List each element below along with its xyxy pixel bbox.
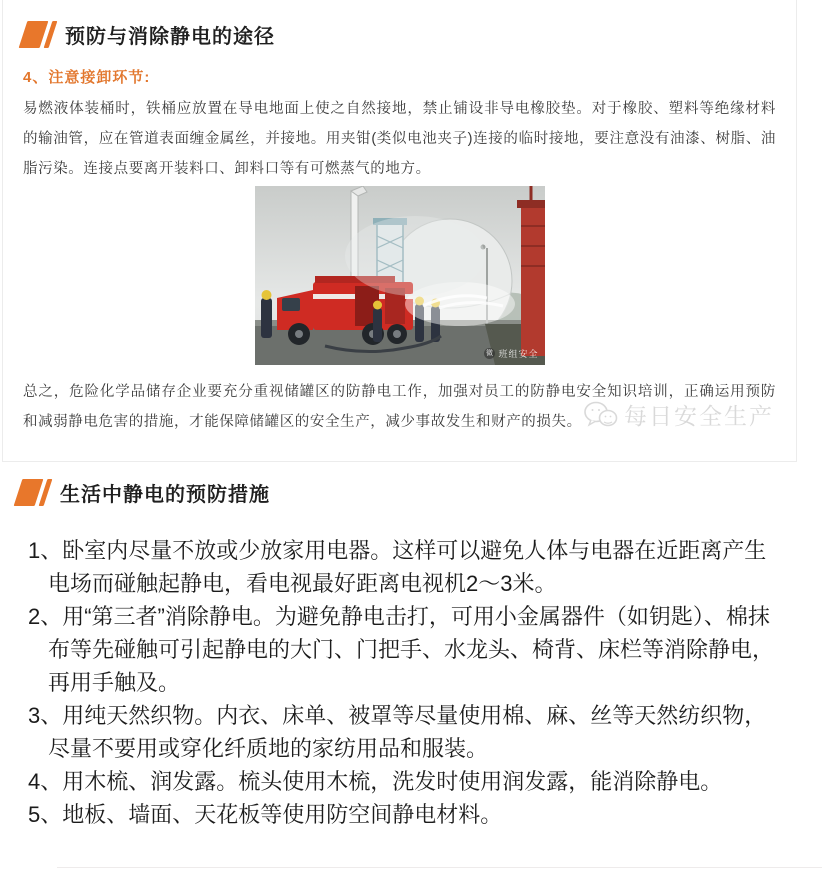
orange-slash-icon [23, 21, 53, 48]
article-card-prevention [2, 0, 797, 462]
list-item: 3、用纯天然织物。内衣、床单、被罩等尽量使用棉、麻、丝等天然纺织物，尽量不要用或穿化纤质地的家纺用品和服装。 [28, 703, 767, 761]
section1-title: 预防与消除静电的途径 [65, 26, 275, 48]
photo-watermark [484, 347, 538, 360]
prevention-list [0, 534, 822, 831]
section1-paragraph-2: 总之，危险化学品储存企业要充分重视储罐区的防静电工作，加强对员工的防静电安全知识培训，正确运用预防和减弱静电危害的措施，才能保障储罐区的安全生产，减少事故发生和财产的损失。 [23, 384, 776, 430]
fire-drill-photo [255, 186, 545, 365]
section2-header [0, 478, 822, 507]
photo-watermark-text: 班组安全 [498, 349, 539, 359]
list-item: 1、卧室内尽量不放或少放家用电器。这样可以避免人体与电器在近距离产生电场而碰触起静电，看电视最好距离电视机2～3米。 [28, 538, 767, 596]
fire-drill-illustration [255, 186, 545, 365]
photo-watermark-logo-icon: 微 [485, 350, 494, 357]
list-item: 4、用木梳、润发露。梳头使用木梳，洗发时使用润发露，能消除静电。 [28, 769, 723, 794]
section1-paragraph-1: 易燃液体装桶时，铁桶应放置在导电地面上使之自然接地，禁止铺设非导电橡胶垫。对于橡胶、塑料等绝缘材料的输油管，应在管道表面缠金属丝，并接地。用夹钳(类似电池夹子)连接的临时接地，要注意没有油漆、树脂、油脂污染。连接点要离开装料口、卸料口等有可燃蒸气的地方。 [23, 101, 776, 177]
section2-title: 生活中静电的预防措施 [60, 484, 270, 506]
list-item: 2、用“第三者”消除静电。为避免静电击打，可用小金属器件（如钥匙）、棉抹布等先碰触可引起静电的大门、门把手、水龙头、椅背、床栏等消除静电，再用手触及。 [28, 604, 775, 695]
section-life-prevention [0, 478, 822, 831]
brand-watermark [584, 398, 774, 431]
section1-header [23, 0, 776, 49]
orange-slash-icon [18, 479, 48, 506]
list-item: 5、地板、墙面、天花板等使用防空间静电材料。 [28, 802, 503, 827]
section1-subheading: 4、注意接卸环节: [23, 69, 151, 86]
wechat-logo-icon [584, 401, 618, 429]
bottom-divider [57, 867, 822, 868]
brand-watermark-text: 每日安全生产 [624, 403, 774, 429]
